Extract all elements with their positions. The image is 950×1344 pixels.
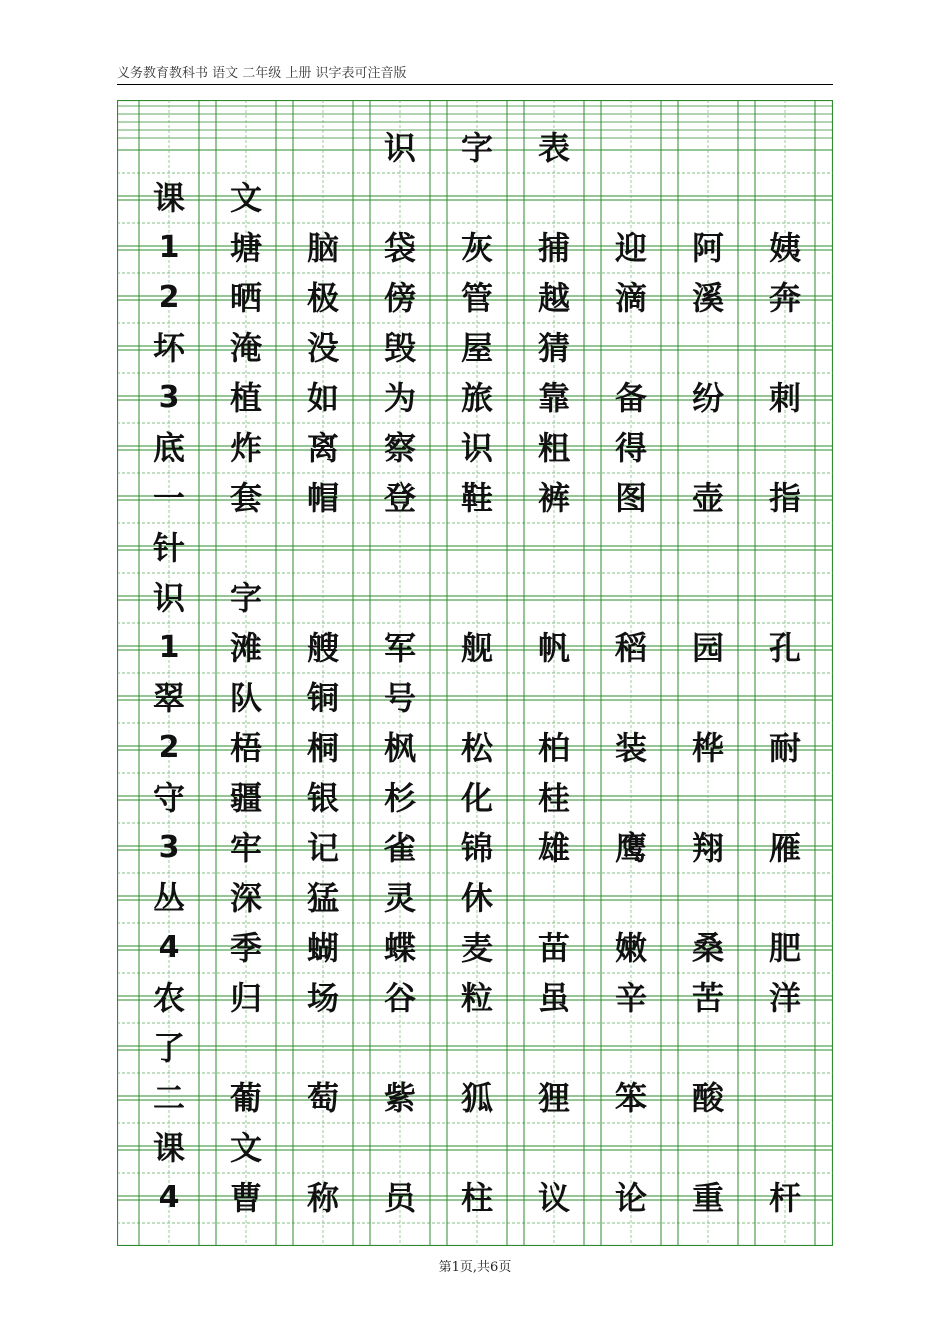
grid-character: 园 bbox=[691, 629, 724, 667]
grid-character: 底 bbox=[152, 429, 185, 467]
grid-character: 狐 bbox=[460, 1079, 493, 1117]
grid-character: 捕 bbox=[537, 229, 570, 267]
character-layer bbox=[117, 100, 833, 1246]
grid-character: 蝴 bbox=[306, 929, 339, 967]
grid-character: 溪 bbox=[691, 279, 724, 317]
grid-character: 耐 bbox=[768, 729, 801, 767]
grid-character: 离 bbox=[306, 429, 339, 467]
grid-character: 文 bbox=[229, 1129, 262, 1167]
grid-character: 酸 bbox=[691, 1079, 724, 1117]
grid-character: 银 bbox=[306, 779, 339, 817]
grid-character: 2 bbox=[158, 730, 180, 765]
grid-character: 了 bbox=[152, 1029, 185, 1067]
grid-character: 识 bbox=[460, 429, 493, 467]
grid-character: 坏 bbox=[152, 329, 185, 367]
grid-character: 灵 bbox=[383, 879, 416, 917]
grid-character: 洋 bbox=[768, 979, 801, 1017]
grid-character: 4 bbox=[158, 1180, 180, 1215]
grid-character: 奔 bbox=[768, 279, 801, 317]
grid-character: 傍 bbox=[383, 279, 416, 317]
grid-character: 狸 bbox=[537, 1079, 570, 1117]
grid-character: 迎 bbox=[614, 229, 647, 267]
grid-character: 论 bbox=[614, 1179, 647, 1217]
title-char: 表 bbox=[537, 129, 570, 167]
grid-character: 桂 bbox=[537, 779, 570, 817]
grid-character: 粒 bbox=[460, 979, 493, 1017]
title-char: 字 bbox=[460, 129, 493, 167]
grid-character: 桐 bbox=[306, 729, 339, 767]
grid-character: 1 bbox=[158, 630, 180, 665]
grid-character: 柱 bbox=[460, 1179, 493, 1217]
grid-character: 丛 bbox=[152, 879, 185, 917]
title-char: 识 bbox=[383, 129, 416, 167]
grid-character: 得 bbox=[614, 429, 647, 467]
grid-character: 松 bbox=[460, 729, 493, 767]
grid-character: 管 bbox=[460, 279, 493, 317]
grid-character: 裤 bbox=[537, 479, 570, 517]
grid-character: 登 bbox=[383, 479, 416, 517]
grid-character: 化 bbox=[460, 779, 493, 817]
grid-character: 桑 bbox=[691, 929, 724, 967]
grid-character: 2 bbox=[158, 280, 180, 315]
grid-character: 杆 bbox=[768, 1179, 801, 1217]
grid-character: 军 bbox=[383, 629, 416, 667]
grid-character: 员 bbox=[383, 1179, 416, 1217]
grid-character: 屋 bbox=[460, 329, 493, 367]
grid-character: 柏 bbox=[537, 729, 570, 767]
grid-character: 植 bbox=[229, 379, 262, 417]
grid-character: 纷 bbox=[691, 379, 724, 417]
grid-character: 桦 bbox=[691, 729, 724, 767]
grid-character: 二 bbox=[152, 1079, 185, 1117]
grid-character: 字 bbox=[229, 579, 262, 617]
grid-character: 枫 bbox=[383, 729, 416, 767]
grid-character: 一 bbox=[152, 479, 185, 517]
grid-character: 刺 bbox=[768, 379, 801, 417]
grid-character: 袋 bbox=[383, 229, 416, 267]
grid-character: 杉 bbox=[383, 779, 416, 817]
grid-character: 议 bbox=[537, 1179, 570, 1217]
grid-character: 葡 bbox=[229, 1079, 262, 1117]
grid-character: 姨 bbox=[768, 229, 801, 267]
grid-character: 壶 bbox=[691, 479, 724, 517]
grid-character: 指 bbox=[768, 479, 801, 517]
grid-character: 农 bbox=[152, 979, 185, 1017]
grid-character: 深 bbox=[229, 879, 262, 917]
grid-character: 重 bbox=[691, 1179, 724, 1217]
grid-character: 装 bbox=[614, 729, 647, 767]
grid-character: 萄 bbox=[306, 1079, 339, 1117]
grid-character: 季 bbox=[229, 929, 262, 967]
grid-character: 4 bbox=[158, 930, 180, 965]
grid-character: 灰 bbox=[460, 229, 493, 267]
grid-character: 察 bbox=[383, 429, 416, 467]
grid-character: 翠 bbox=[152, 679, 185, 717]
grid-character: 稻 bbox=[614, 629, 647, 667]
grid-character: 晒 bbox=[229, 279, 262, 317]
grid-character: 称 bbox=[306, 1179, 339, 1217]
grid-character: 疆 bbox=[229, 779, 262, 817]
grid-character: 猜 bbox=[537, 329, 570, 367]
grid-character: 苦 bbox=[691, 979, 724, 1017]
grid-character: 阿 bbox=[691, 229, 724, 267]
grid-character: 铜 bbox=[306, 679, 339, 717]
grid-character: 鞋 bbox=[460, 479, 493, 517]
grid-character: 嫩 bbox=[614, 929, 647, 967]
grid-character: 帆 bbox=[537, 629, 570, 667]
grid-character: 针 bbox=[152, 529, 185, 567]
page-footer: 第1页,共6页 bbox=[438, 1260, 512, 1275]
grid-character: 越 bbox=[537, 279, 570, 317]
grid-character: 谷 bbox=[383, 979, 416, 1017]
grid-character: 牢 bbox=[229, 829, 262, 867]
grid-character: 图 bbox=[614, 479, 647, 517]
grid-character: 3 bbox=[158, 380, 180, 415]
grid-character: 肥 bbox=[768, 929, 801, 967]
grid-character: 休 bbox=[460, 879, 493, 917]
grid-character: 队 bbox=[229, 679, 262, 717]
grid-character: 课 bbox=[152, 179, 185, 217]
grid-character: 3 bbox=[158, 830, 180, 865]
grid-character: 备 bbox=[614, 379, 647, 417]
grid-character: 雁 bbox=[768, 829, 801, 867]
grid-character: 炸 bbox=[229, 429, 262, 467]
grid-character: 套 bbox=[229, 479, 262, 517]
grid-character: 虽 bbox=[537, 979, 570, 1017]
grid-character: 为 bbox=[383, 379, 416, 417]
grid-character: 滴 bbox=[614, 279, 647, 317]
grid-character: 没 bbox=[306, 329, 339, 367]
grid-character: 塘 bbox=[229, 229, 262, 267]
grid-character: 号 bbox=[383, 679, 416, 717]
page-header: 义务教育教科书 语文 二年级 上册 识字表可注音版 bbox=[117, 64, 833, 85]
grid-character: 鹰 bbox=[614, 829, 647, 867]
grid-character: 1 bbox=[158, 230, 180, 265]
grid-character: 笨 bbox=[614, 1079, 647, 1117]
grid-character: 旅 bbox=[460, 379, 493, 417]
grid-character: 毁 bbox=[383, 329, 416, 367]
grid-character: 翔 bbox=[691, 829, 724, 867]
grid-character: 脑 bbox=[306, 229, 339, 267]
grid-character: 守 bbox=[152, 779, 185, 817]
grid-character: 雀 bbox=[383, 829, 416, 867]
grid-character: 雄 bbox=[537, 829, 570, 867]
grid-character: 粗 bbox=[537, 429, 570, 467]
grid-character: 锦 bbox=[460, 829, 493, 867]
grid-character: 苗 bbox=[537, 929, 570, 967]
grid-character: 猛 bbox=[306, 879, 339, 917]
grid-character: 帽 bbox=[306, 479, 339, 517]
grid-character: 麦 bbox=[460, 929, 493, 967]
grid-character: 蝶 bbox=[383, 929, 416, 967]
character-grid bbox=[117, 100, 833, 1246]
grid-character: 淹 bbox=[229, 329, 262, 367]
grid-character: 紫 bbox=[383, 1079, 416, 1117]
grid-character: 辛 bbox=[614, 979, 647, 1017]
grid-character: 艘 bbox=[306, 629, 339, 667]
grid-character: 舰 bbox=[460, 629, 493, 667]
grid-character: 极 bbox=[306, 279, 339, 317]
grid-character: 识 bbox=[152, 579, 185, 617]
grid-character: 场 bbox=[306, 979, 339, 1017]
grid-character: 曹 bbox=[229, 1179, 262, 1217]
grid-character: 梧 bbox=[229, 729, 262, 767]
grid-character: 靠 bbox=[537, 379, 570, 417]
grid-character: 滩 bbox=[229, 629, 262, 667]
grid-character: 文 bbox=[229, 179, 262, 217]
grid-character: 孔 bbox=[768, 629, 801, 667]
grid-character: 课 bbox=[152, 1129, 185, 1167]
grid-character: 如 bbox=[306, 379, 339, 417]
grid-character: 归 bbox=[229, 979, 262, 1017]
grid-character: 记 bbox=[306, 829, 339, 867]
